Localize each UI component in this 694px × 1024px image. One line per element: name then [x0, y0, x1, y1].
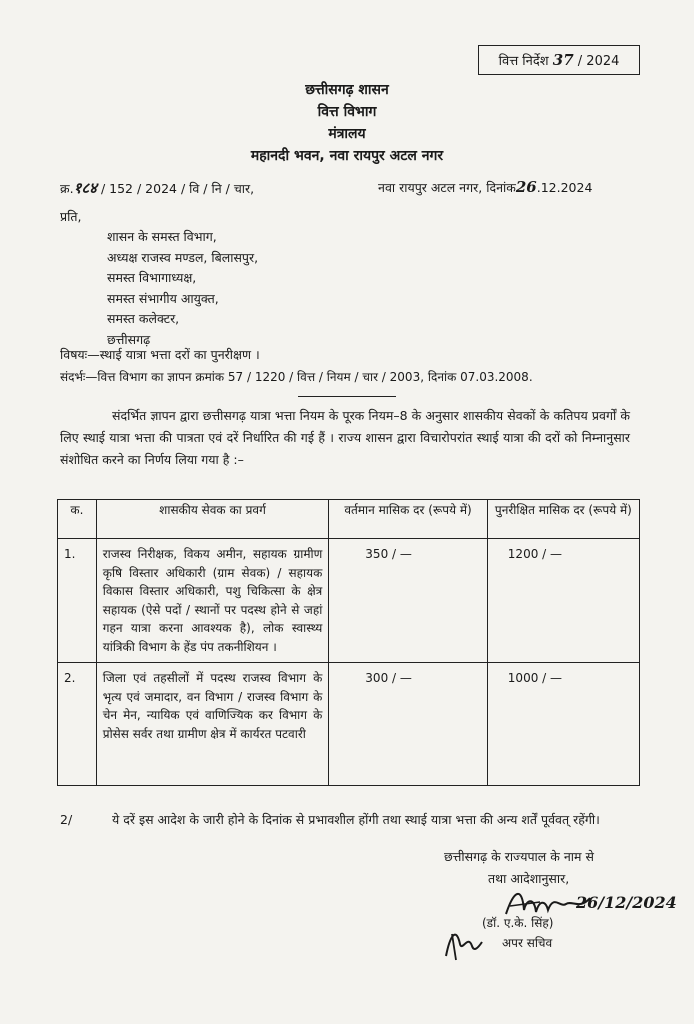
place-date-label: नवा रायपुर अटल नगर, दिनांक [378, 180, 516, 195]
col-header-revised: पुनरीक्षित मासिक दर (रूपये में) [487, 500, 639, 539]
row-revised-rate: 1200 / — [487, 539, 639, 663]
table-row [58, 663, 640, 786]
govt-name: छत्तीसगढ़ शासन [305, 82, 389, 98]
officer-designation: अपर सचिव [502, 936, 553, 950]
row-revised-rate: 1000 / — [487, 663, 639, 786]
row-category: जिला एवं तहसीलों में पदस्थ राजस्व विभाग के भृत्य एवं जमादार, वन विभाग / राजस्व विभाग के चेन मेन, न्यायिक एवं वाणिज्यिक कर विभाग के प्रोसेस सर्वर तथा ग्रामीण क्षेत्र में कार्यरत पटवारी [96, 663, 329, 786]
directive-year: / 2024 [577, 54, 620, 69]
col-header-current: वर्तमान मासिक दर (रूपये में) [329, 500, 488, 539]
row-sno: 1. [58, 539, 97, 663]
directive-number: 37 [552, 51, 574, 69]
table-row [58, 539, 640, 663]
paragraph-1: संदर्भित ज्ञापन द्वारा छत्तीसगढ़ यात्रा भत्ता नियम के पूरक नियम–8 के अनुसार शासकीय सेवकों के कतिपय प्रवर्गों के लिए स्थाई यात्रा भत्ता की पात्रता एवं दरें निर्धारित की गई हैं । राज्य शासन द्वारा विचारोपरांत स्थाई यात्रा की दरों को निम्नानुसार संशोधित करने का निर्णय लिया गया है :– [60, 408, 630, 467]
reference-line: संदर्भः—वित्त विभाग का ज्ञापन क्रमांक 57 / 1220 / वित्त / नियम / चार / 2003, दिनांक 07.03.2008. [60, 370, 533, 384]
row-current-rate: 350 / — [329, 539, 488, 663]
recipient-item: समस्त विभागाध्यक्ष, [107, 270, 197, 285]
directive-prefix: वित्त निर्देश [498, 54, 549, 69]
by-order-line: तथा आदेशानुसार, [488, 871, 570, 886]
office-address: महानदी भवन, नवा रायपुर अटल नगर [250, 148, 444, 164]
finance-directive-box [478, 45, 640, 75]
governor-order-line: छत्तीसगढ़ के राज्यपाल के नाम से [444, 849, 594, 864]
recipient-item: समस्त संभागीय आयुक्त, [107, 290, 219, 306]
letter-place-date [378, 178, 592, 196]
col-header-category: शासकीय सेवक का प्रवर्ग [96, 500, 329, 539]
letter-hand-day: 26 [515, 178, 537, 196]
row-current-rate: 300 / — [329, 663, 488, 786]
officer-name: (डॉ. ए.के. सिंह) [482, 916, 554, 930]
initials-mark [438, 916, 488, 966]
letter-prefix: क्र. [60, 181, 74, 196]
row-category: राजस्व निरीक्षक, विकय अमीन, सहायक ग्रामीण कृषि विस्तार अधिकारी (ग्राम सेवक) / सहायक विकास विस्तार अधिकारी, पशु चिकित्सा के क्षेत्र सहायक (ऐसे पदों / स्थानों पर पदस्थ होने से जहां गहन यात्रा करना आवश्यक है), लोक स्वास्थ्य यांत्रिकी विभाग के हेंड पंप तकनीशियन । [96, 539, 329, 663]
recipient-item: शासन के समस्त विभाग, [107, 229, 217, 244]
letter-number-rest: / 152 / 2024 / वि / नि / चार, [100, 181, 255, 196]
recipient-item: अध्यक्ष राजस्व मण्डल, बिलासपुर, [107, 249, 259, 265]
recipient-item: छत्तीसगढ़ [107, 331, 151, 347]
letter-number [60, 178, 254, 198]
rates-table [57, 499, 640, 786]
ministry-name: मंत्रालय [328, 126, 366, 142]
recipient-item: समस्त कलेक्टर, [107, 311, 180, 326]
col-header-sno: क. [58, 500, 97, 539]
letter-date-rest: .12.2024 [536, 180, 593, 195]
letter-hand-number: १८४ [73, 179, 97, 197]
recipient-list [107, 227, 258, 350]
signature-date: 26/12/2024 [576, 893, 677, 912]
paragraph-2-number: 2/ [60, 812, 73, 827]
subject-line: विषयः—स्थाई यात्रा भत्ता दरों का पुनरीक्षण । [60, 347, 260, 362]
table-header-row [58, 500, 640, 539]
separator-rule [298, 396, 396, 397]
to-label: प्रति, [60, 209, 82, 224]
row-sno: 2. [58, 663, 97, 786]
paragraph-2: ये दरें इस आदेश के जारी होने के दिनांक से प्रभावशील होंगी तथा स्थाई यात्रा भत्ता की अन्य शर्तें पूर्ववत् रहेंगी। [112, 812, 600, 827]
dept-name: वित्त विभाग [317, 104, 377, 120]
